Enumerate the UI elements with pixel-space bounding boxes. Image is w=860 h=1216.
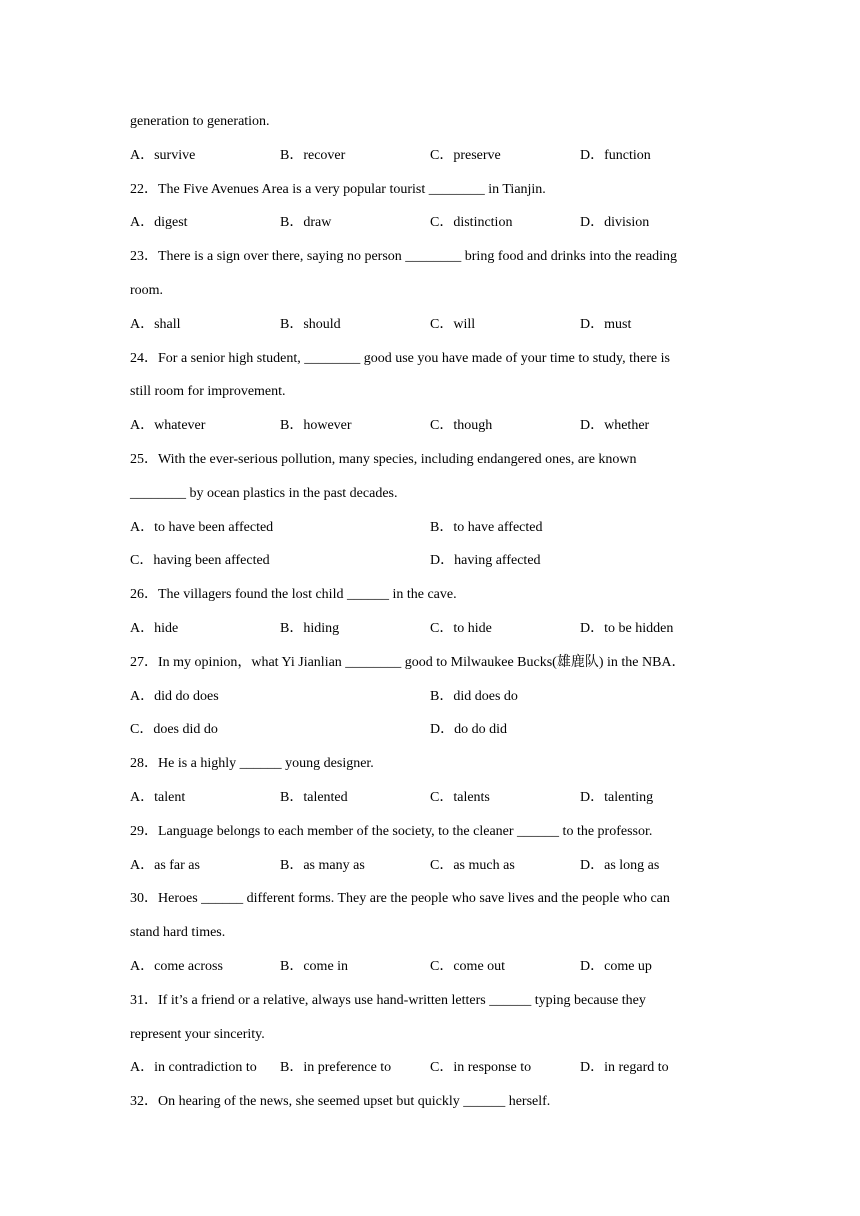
answer-option: C．as much as <box>430 857 515 873</box>
question-stem-line: 31．If it’s a friend or a relative, always use hand-written letters ______ typing because they <box>130 992 646 1008</box>
answer-option: C．talents <box>430 789 490 805</box>
question-list <box>130 111 730 1125</box>
answer-option: A．in contradiction to <box>130 1060 257 1076</box>
answer-option: D．function <box>580 147 651 163</box>
answer-option: A．talent <box>130 789 186 805</box>
answer-option: C．though <box>430 418 493 434</box>
answer-option: D．as long as <box>580 857 660 873</box>
answer-option: A．hide <box>130 620 179 636</box>
answer-option: B．talented <box>280 789 348 805</box>
question-stem-line: still room for improvement. <box>130 384 286 400</box>
answer-option: A．as far as <box>130 857 200 873</box>
options-row <box>130 618 730 652</box>
answer-option: C．in response to <box>430 1060 532 1076</box>
question-stem-line: 29．Language belongs to each member of the society, to the cleaner ______ to the professor. <box>130 823 653 839</box>
options-row <box>130 686 730 720</box>
question-stem-line: 22．The Five Avenues Area is a very popular tourist ________ in Tianjin. <box>130 181 546 197</box>
question-stem-line: 32．On hearing of the news, she seemed upset but quickly ______ herself. <box>130 1094 551 1110</box>
answer-option: A．survive <box>130 147 196 163</box>
options-row <box>130 415 730 449</box>
options-row <box>130 787 730 821</box>
answer-option: A．to have been affected <box>130 519 274 535</box>
options-row <box>130 517 730 551</box>
answer-option: B．recover <box>280 147 346 163</box>
answer-option: D．talenting <box>580 789 654 805</box>
answer-option: C．distinction <box>430 215 513 231</box>
options-row <box>130 1057 730 1091</box>
answer-option: C．does did do <box>130 722 218 738</box>
lead-line: generation to generation. <box>130 114 270 129</box>
answer-option: C．will <box>430 316 476 332</box>
question-stem-line: stand hard times. <box>130 925 226 941</box>
answer-option: A．whatever <box>130 418 206 434</box>
options-row <box>130 550 730 584</box>
answer-option: D．must <box>580 316 632 332</box>
answer-option: B．come in <box>280 958 349 974</box>
answer-option: A．shall <box>130 316 181 332</box>
options-row <box>130 212 730 246</box>
answer-option: A．come across <box>130 958 223 974</box>
question-stem-line: 28．He is a highly ______ young designer. <box>130 756 374 772</box>
answer-option: A．digest <box>130 215 188 231</box>
question-stem-line: 30．Heroes ______ different forms. They are the people who save lives and the people who can <box>130 891 670 907</box>
question-stem-line: represent your sincerity. <box>130 1026 265 1042</box>
answer-option: D．in regard to <box>580 1060 669 1076</box>
options-row <box>130 314 730 348</box>
options-row <box>130 956 730 990</box>
answer-option: B．hiding <box>280 620 340 636</box>
options-row <box>130 145 730 179</box>
answer-option: D．do do did <box>430 722 507 738</box>
question-stem-line: 26．The villagers found the lost child ______ in the cave. <box>130 587 457 603</box>
answer-option: C．having been affected <box>130 553 270 569</box>
question-stem-line: 23．There is a sign over there, saying no person ________ bring food and drinks into the reading <box>130 249 678 265</box>
answer-option: B．in preference to <box>280 1060 392 1076</box>
answer-option: B．draw <box>280 215 332 231</box>
answer-option: D．to be hidden <box>580 620 674 636</box>
answer-option: D．come up <box>580 958 652 974</box>
question-stem-line: room. <box>130 282 164 298</box>
question-stem-line: ________ by ocean plastics in the past decades. <box>130 485 398 501</box>
question-stem-line: 24．For a senior high student, ________ good use you have made of your time to study, there is <box>130 350 670 366</box>
answer-option: B．to have affected <box>430 519 543 535</box>
question-stem-line: 25．With the ever-serious pollution, many species, including endangered ones, are known <box>130 451 637 467</box>
answer-option: C．to hide <box>430 620 492 636</box>
answer-option: B．did does do <box>430 688 518 704</box>
answer-option: A．did do does <box>130 688 219 704</box>
answer-option: C．come out <box>430 958 506 974</box>
answer-option: B．however <box>280 418 352 434</box>
answer-option: B．should <box>280 316 341 332</box>
answer-option: C．preserve <box>430 147 501 163</box>
answer-option: B．as many as <box>280 857 365 873</box>
answer-option: D．whether <box>580 418 650 434</box>
options-row <box>130 855 730 889</box>
options-row <box>130 719 730 753</box>
answer-option: D．division <box>580 215 650 231</box>
question-stem-line: 27．In my opinion，what Yi Jianlian ________ good to Milwaukee Bucks(雄鹿队) in the NBA． <box>130 654 686 670</box>
answer-option: D．having affected <box>430 553 541 569</box>
